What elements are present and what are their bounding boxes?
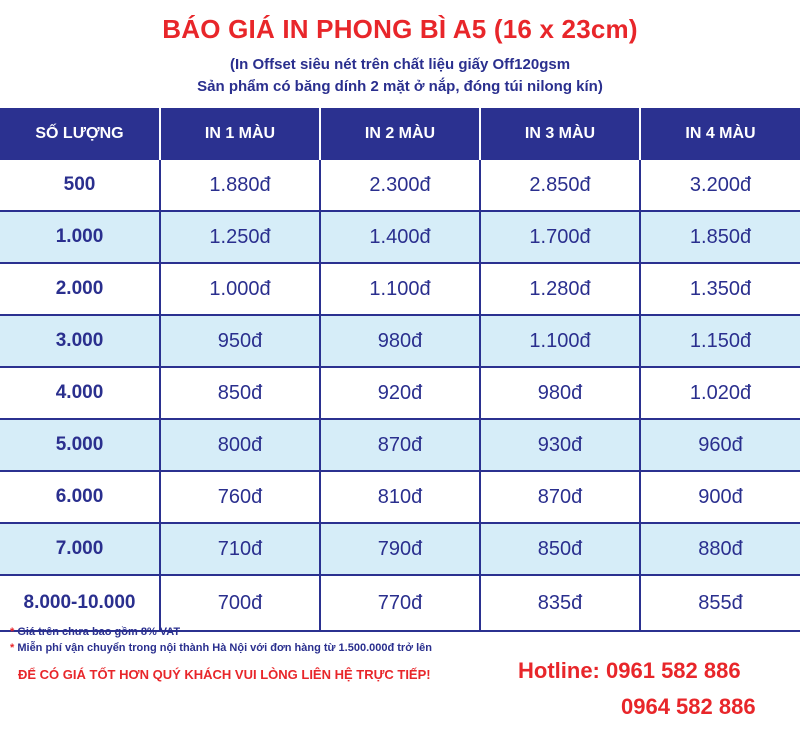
table-row: [0, 523, 800, 575]
note-vat: [10, 626, 180, 638]
hotline-secondary: 0964 582 886: [621, 694, 756, 719]
hotline-primary: [518, 658, 741, 684]
price-cell: 790đ: [320, 523, 480, 575]
price-cell: 855đ: [640, 575, 800, 631]
price-cell: 880đ: [640, 523, 800, 575]
subtitle-line-2: Sản phẩm có băng dính 2 mặt ở nắp, đóng túi nilong kín): [197, 78, 603, 95]
price-cell: 960đ: [640, 419, 800, 471]
table-row: [0, 160, 800, 211]
quantity-cell: 500: [0, 160, 160, 211]
note-vat-text: Giá trên chưa bao gồm 8% VAT: [17, 626, 181, 638]
table-row: [0, 471, 800, 523]
price-cell: 1.700đ: [480, 211, 640, 263]
quantity-cell: 1.000: [0, 211, 160, 263]
price-table: [0, 108, 800, 632]
quantity-cell: 7.000: [0, 523, 160, 575]
price-cell: 920đ: [320, 367, 480, 419]
note-shipping-text: Miễn phí vận chuyển trong nội thành Hà Nội với đơn hàng từ 1.500.000đ trở lên: [17, 642, 432, 654]
price-cell: 980đ: [320, 315, 480, 367]
note-star: *: [10, 642, 15, 654]
header-quantity: SỐ LƯỢNG: [0, 108, 160, 160]
price-cell: 1.100đ: [480, 315, 640, 367]
price-cell: 1.250đ: [160, 211, 320, 263]
quantity-cell: 5.000: [0, 419, 160, 471]
price-cell: 870đ: [480, 471, 640, 523]
quantity-cell: 3.000: [0, 315, 160, 367]
price-cell: 870đ: [320, 419, 480, 471]
note-star: *: [10, 626, 15, 638]
quantity-cell: 2.000: [0, 263, 160, 315]
header-4-color: IN 4 MÀU: [640, 108, 800, 160]
price-cell: 850đ: [160, 367, 320, 419]
price-cell: 1.350đ: [640, 263, 800, 315]
note-shipping: [10, 642, 432, 654]
header-1-color: IN 1 MÀU: [160, 108, 320, 160]
table-row: [0, 419, 800, 471]
price-cell: 3.200đ: [640, 160, 800, 211]
table-row: [0, 575, 800, 631]
price-cell: 1.880đ: [160, 160, 320, 211]
price-cell: 980đ: [480, 367, 640, 419]
quantity-cell: 4.000: [0, 367, 160, 419]
table-row: [0, 315, 800, 367]
price-cell: 850đ: [480, 523, 640, 575]
price-cell: 930đ: [480, 419, 640, 471]
price-cell: 1.850đ: [640, 211, 800, 263]
table-row: [0, 211, 800, 263]
table-row: [0, 263, 800, 315]
price-cell: 810đ: [320, 471, 480, 523]
header-2-color: IN 2 MÀU: [320, 108, 480, 160]
subtitle-line-1: (In Offset siêu nét trên chất liệu giấy Off120gsm: [229, 56, 571, 73]
price-cell: 2.300đ: [320, 160, 480, 211]
page-title: BÁO GIÁ IN PHONG BÌ A5 (16 x 23cm): [162, 14, 638, 44]
table-header-row: [0, 108, 800, 160]
call-to-action: ĐỂ CÓ GIÁ TỐT HƠN QUÝ KHÁCH VUI LÒNG LIÊN HỆ TRỰC TIẾP!: [18, 667, 431, 682]
price-cell: 1.020đ: [640, 367, 800, 419]
price-cell: 2.850đ: [480, 160, 640, 211]
quantity-cell: 6.000: [0, 471, 160, 523]
price-cell: 700đ: [160, 575, 320, 631]
price-cell: 760đ: [160, 471, 320, 523]
header-3-color: IN 3 MÀU: [480, 108, 640, 160]
price-cell: 1.000đ: [160, 263, 320, 315]
quantity-cell: 8.000-10.000: [0, 575, 160, 631]
price-cell: 950đ: [160, 315, 320, 367]
price-cell: 800đ: [160, 419, 320, 471]
hotline-label: Hotline:: [518, 658, 600, 683]
table-row: [0, 367, 800, 419]
price-cell: 1.100đ: [320, 263, 480, 315]
price-cell: 770đ: [320, 575, 480, 631]
price-cell: 835đ: [480, 575, 640, 631]
price-cell: 1.280đ: [480, 263, 640, 315]
price-cell: 900đ: [640, 471, 800, 523]
price-cell: 710đ: [160, 523, 320, 575]
table-body: [0, 160, 800, 631]
price-cell: 1.400đ: [320, 211, 480, 263]
price-cell: 1.150đ: [640, 315, 800, 367]
hotline-phone-1: 0961 582 886: [606, 658, 741, 683]
